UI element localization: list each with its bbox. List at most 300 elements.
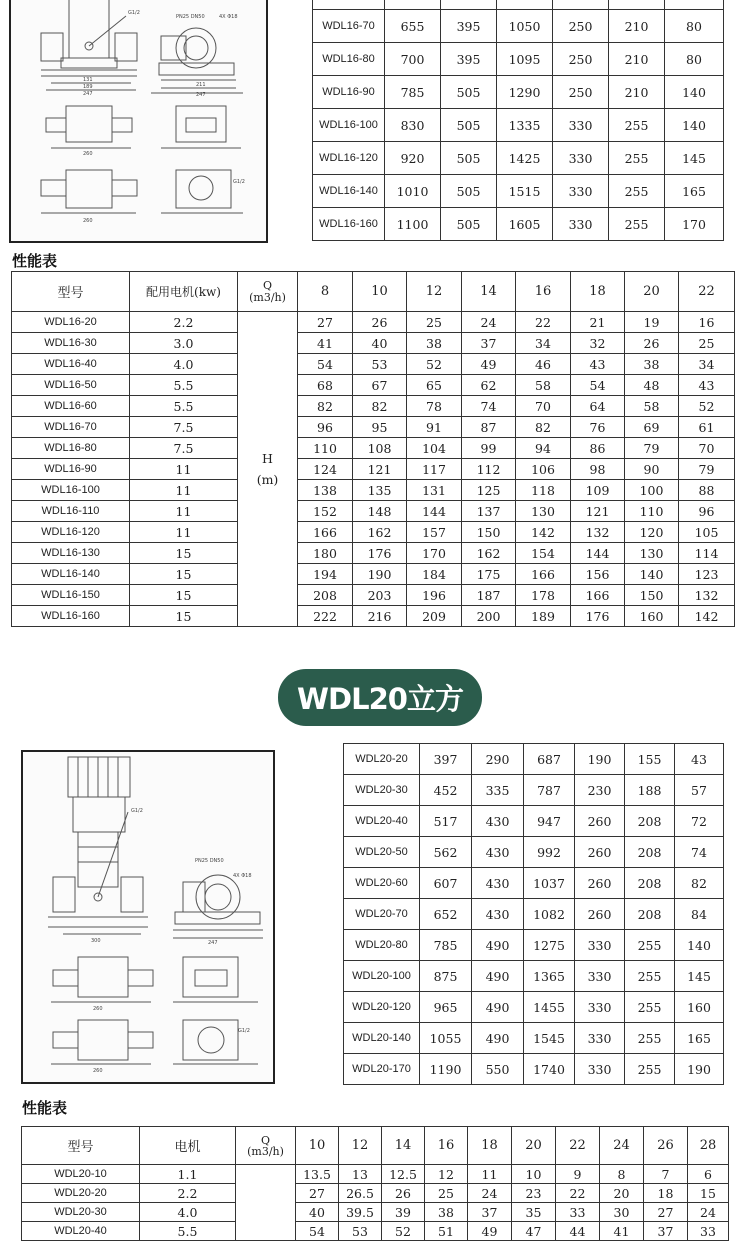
head-value-cell: 105: [679, 522, 735, 543]
value-cell: 140: [675, 930, 724, 961]
head-value-cell: 100: [625, 480, 679, 501]
value-cell: 80: [665, 43, 724, 76]
h-label: H: [262, 451, 273, 466]
pump-drawing-svg: [11, 0, 266, 241]
value-cell: 1095: [497, 43, 553, 76]
flange-label: G1/2: [131, 808, 143, 814]
model-cell: WDL20-70: [344, 899, 420, 930]
head-value-cell: 162: [353, 522, 407, 543]
side-label: G1/2: [238, 1028, 250, 1034]
head-value-cell: 69: [625, 417, 679, 438]
model-cell: WDL16-90: [313, 76, 385, 109]
table-row: [12, 375, 735, 396]
pump-drawing-svg: [23, 752, 273, 1082]
head-value-cell: 26: [382, 1184, 425, 1203]
hole-label: 4X Φ18: [219, 14, 238, 20]
table-row: [12, 564, 735, 585]
model-cell: WDL20-80: [344, 930, 420, 961]
flow-header: 20: [625, 272, 679, 312]
head-value-cell: 187: [462, 585, 516, 606]
col-header-q: [236, 1127, 296, 1165]
flow-header: 12: [407, 272, 462, 312]
value-cell: 84: [675, 899, 724, 930]
head-value-cell: 178: [516, 585, 571, 606]
head-value-cell: 118: [516, 480, 571, 501]
value-cell: 230: [575, 775, 625, 806]
model-cell: WDL20-30: [22, 1203, 140, 1222]
value-cell: 505: [441, 142, 497, 175]
head-value-cell: 58: [625, 396, 679, 417]
flow-header: 14: [462, 272, 516, 312]
value-cell: 250: [553, 10, 609, 43]
value-cell: 1082: [524, 899, 575, 930]
motor-cell: 2.2: [130, 312, 238, 333]
head-value-cell: 12.5: [382, 1165, 425, 1184]
model-cell: WDL20-40: [22, 1222, 140, 1241]
value-cell: 830: [385, 109, 441, 142]
head-value-cell: 44: [556, 1222, 600, 1241]
value-cell: 43: [675, 744, 724, 775]
head-value-cell: 61: [679, 417, 735, 438]
head-value-cell: 140: [625, 564, 679, 585]
motor-cell: 4.0: [130, 354, 238, 375]
motor-cell: 15: [130, 606, 238, 627]
head-value-cell: 109: [571, 480, 625, 501]
value-cell: 330: [575, 1054, 625, 1085]
pump-dimension-drawing-wdl20: [21, 750, 275, 1084]
head-value-cell: 48: [625, 375, 679, 396]
head-value-cell: 46: [516, 354, 571, 375]
head-value-cell: 22: [556, 1184, 600, 1203]
head-value-cell: 95: [353, 417, 407, 438]
table-row: [12, 501, 735, 522]
head-value-cell: 22: [516, 312, 571, 333]
table-row: [12, 585, 735, 606]
performance-table-label: 性能表: [22, 1100, 68, 1117]
motor-cell: 11: [130, 501, 238, 522]
value-cell: 1290: [497, 76, 553, 109]
value-cell: 290: [472, 744, 524, 775]
head-value-cell: 24: [462, 312, 516, 333]
value-cell: 190: [575, 744, 625, 775]
flow-header: 22: [679, 272, 735, 312]
table-row: [22, 1222, 729, 1241]
head-value-cell: 98: [571, 459, 625, 480]
value-cell: 330: [575, 992, 625, 1023]
head-value-cell: 121: [353, 459, 407, 480]
head-value-cell: 123: [679, 564, 735, 585]
head-value-cell: 142: [679, 606, 735, 627]
head-value-cell: 39: [382, 1203, 425, 1222]
head-value-cell: 166: [571, 585, 625, 606]
value-cell: 188: [625, 775, 675, 806]
head-value-cell: 91: [407, 417, 462, 438]
head-value-cell: 74: [462, 396, 516, 417]
col-header-motor: 配用电机(kw): [130, 272, 238, 312]
head-value-cell: 152: [298, 501, 353, 522]
value-cell: 140: [665, 76, 724, 109]
value-cell: 430: [472, 899, 524, 930]
head-value-cell: 54: [298, 354, 353, 375]
model-cell: WDL16-70: [12, 417, 130, 438]
head-label-cell: [236, 1165, 296, 1241]
value-cell: 255: [609, 208, 665, 241]
model-cell: WDL20-30: [344, 775, 420, 806]
value-cell: 330: [553, 142, 609, 175]
head-value-cell: 208: [298, 585, 353, 606]
head-value-cell: 79: [625, 438, 679, 459]
value-cell: 255: [609, 109, 665, 142]
value-cell: 505: [441, 175, 497, 208]
value-cell: 210: [609, 10, 665, 43]
q-unit: (m3/h): [249, 290, 286, 304]
table-row: [344, 868, 724, 899]
section-banner: WDL20立方: [278, 669, 482, 726]
value-cell: 165: [665, 175, 724, 208]
value-cell: 145: [675, 961, 724, 992]
head-value-cell: 58: [516, 375, 571, 396]
head-value-cell: 110: [625, 501, 679, 522]
head-value-cell: 82: [516, 417, 571, 438]
value-cell: 430: [472, 868, 524, 899]
table-row: [12, 543, 735, 564]
value-cell: 505: [441, 109, 497, 142]
model-cell: WDL16-40: [12, 354, 130, 375]
value-cell: 1365: [524, 961, 575, 992]
table-row: [313, 142, 724, 175]
head-value-cell: 144: [571, 543, 625, 564]
head-value-cell: 27: [298, 312, 353, 333]
dim-b: 189: [83, 84, 93, 90]
flow-header: 28: [688, 1127, 729, 1165]
motor-cell: 4.0: [140, 1203, 236, 1222]
table-row: [12, 396, 735, 417]
head-value-cell: 25: [407, 312, 462, 333]
value-cell: 82: [675, 868, 724, 899]
head-value-cell: 96: [679, 501, 735, 522]
head-value-cell: 49: [468, 1222, 512, 1241]
dim-d: 211: [196, 82, 206, 88]
value-cell: 74: [675, 837, 724, 868]
pump-dimension-drawing-wdl16: [9, 0, 268, 243]
table-row: [12, 438, 735, 459]
head-value-cell: 38: [425, 1203, 468, 1222]
dim-e: 260: [93, 1006, 103, 1012]
dim-c-top: 247: [196, 92, 206, 98]
flow-header: 12: [339, 1127, 382, 1165]
model-cell: WDL16-160: [12, 606, 130, 627]
head-value-cell: 157: [407, 522, 462, 543]
dim-c: 247: [83, 91, 93, 97]
head-value-cell: 222: [298, 606, 353, 627]
table-row: [344, 775, 724, 806]
head-value-cell: 41: [298, 333, 353, 354]
model-cell: WDL20-20: [22, 1184, 140, 1203]
table-row: [12, 312, 735, 333]
head-value-cell: 162: [462, 543, 516, 564]
model-cell: WDL16-160: [313, 208, 385, 241]
head-value-cell: 18: [644, 1184, 688, 1203]
table-row: [22, 1184, 729, 1203]
flow-header: 16: [516, 272, 571, 312]
q-label: Q: [262, 278, 273, 292]
model-cell: WDL16-150: [12, 585, 130, 606]
flow-header: 16: [425, 1127, 468, 1165]
value-cell: 1455: [524, 992, 575, 1023]
head-value-cell: 196: [407, 585, 462, 606]
head-value-cell: 20: [600, 1184, 644, 1203]
table-row: [12, 459, 735, 480]
value-cell: 395: [441, 10, 497, 43]
value-cell: 57: [675, 775, 724, 806]
flow-header: 10: [296, 1127, 339, 1165]
value-cell: 1545: [524, 1023, 575, 1054]
table-row: [344, 837, 724, 868]
table-row: [313, 76, 724, 109]
model-cell: WDL16-80: [12, 438, 130, 459]
model-cell: WDL16-90: [12, 459, 130, 480]
value-cell: 1515: [497, 175, 553, 208]
value-cell: 505: [441, 208, 497, 241]
head-value-cell: 12: [425, 1165, 468, 1184]
head-value-cell: 121: [571, 501, 625, 522]
head-value-cell: 35: [512, 1203, 556, 1222]
model-cell: WDL20-120: [344, 992, 420, 1023]
value-cell: 1190: [420, 1054, 472, 1085]
value-cell: 562: [420, 837, 472, 868]
head-value-cell: 99: [462, 438, 516, 459]
head-value-cell: 52: [382, 1222, 425, 1241]
head-value-cell: 88: [679, 480, 735, 501]
head-value-cell: 94: [516, 438, 571, 459]
head-value-cell: 209: [407, 606, 462, 627]
head-value-cell: 49: [462, 354, 516, 375]
value-cell: 250: [553, 76, 609, 109]
model-cell: WDL16-120: [313, 142, 385, 175]
outlet-label: PN25 DN50: [176, 14, 205, 20]
model-cell: WDL16-100: [313, 109, 385, 142]
model-cell: WDL16-120: [12, 522, 130, 543]
model-cell: WDL20-20: [344, 744, 420, 775]
value-cell: 787: [524, 775, 575, 806]
model-cell: WDL16-130: [12, 543, 130, 564]
head-value-cell: 10: [512, 1165, 556, 1184]
value-cell: 255: [625, 1023, 675, 1054]
head-value-cell: 53: [353, 354, 407, 375]
head-value-cell: 65: [407, 375, 462, 396]
head-value-cell: 67: [353, 375, 407, 396]
value-cell: 947: [524, 806, 575, 837]
head-value-cell: 70: [516, 396, 571, 417]
head-value-cell: 62: [462, 375, 516, 396]
table-row: [344, 1023, 724, 1054]
value-cell: 255: [625, 992, 675, 1023]
value-cell: 335: [472, 775, 524, 806]
head-value-cell: 51: [425, 1222, 468, 1241]
head-value-cell: 6: [688, 1165, 729, 1184]
model-cell: WDL20-60: [344, 868, 420, 899]
head-value-cell: 184: [407, 564, 462, 585]
head-value-cell: 154: [516, 543, 571, 564]
head-value-cell: 53: [339, 1222, 382, 1241]
head-value-cell: 124: [298, 459, 353, 480]
head-value-cell: 30: [600, 1203, 644, 1222]
head-value-cell: 131: [407, 480, 462, 501]
value-cell: 260: [575, 868, 625, 899]
col-header-model: 型号: [12, 272, 130, 312]
value-cell: 255: [609, 175, 665, 208]
value-cell: 208: [625, 837, 675, 868]
head-value-cell: 52: [407, 354, 462, 375]
head-value-cell: 15: [688, 1184, 729, 1203]
value-cell: 1055: [420, 1023, 472, 1054]
value-cell: 190: [675, 1054, 724, 1085]
outlet-label: PN25 DN50: [195, 858, 224, 864]
table-row: [313, 43, 724, 76]
head-value-cell: 34: [679, 354, 735, 375]
head-label-cell: [238, 312, 298, 627]
head-value-cell: 33: [556, 1203, 600, 1222]
value-cell: 920: [385, 142, 441, 175]
value-cell: 785: [420, 930, 472, 961]
col-header-q: [238, 272, 298, 312]
head-value-cell: 40: [353, 333, 407, 354]
head-value-cell: 37: [468, 1203, 512, 1222]
value-cell: 1010: [385, 175, 441, 208]
table-row: [12, 333, 735, 354]
head-value-cell: 24: [468, 1184, 512, 1203]
head-value-cell: 13.5: [296, 1165, 339, 1184]
value-cell: 1425: [497, 142, 553, 175]
model-cell: WDL20-10: [22, 1165, 140, 1184]
value-cell: 330: [553, 208, 609, 241]
head-value-cell: 13: [339, 1165, 382, 1184]
dimension-table-wdl16: [312, 0, 724, 241]
head-value-cell: 54: [296, 1222, 339, 1241]
motor-cell: 2.2: [140, 1184, 236, 1203]
head-value-cell: 27: [296, 1184, 339, 1203]
value-cell: 260: [575, 899, 625, 930]
model-cell: WDL16-30: [12, 333, 130, 354]
value-cell: 550: [472, 1054, 524, 1085]
value-cell: 208: [625, 806, 675, 837]
value-cell: 260: [575, 837, 625, 868]
head-value-cell: 190: [353, 564, 407, 585]
head-value-cell: 40: [296, 1203, 339, 1222]
head-value-cell: 132: [571, 522, 625, 543]
head-value-cell: 23: [512, 1184, 556, 1203]
head-value-cell: 27: [644, 1203, 688, 1222]
value-cell: 210: [609, 76, 665, 109]
head-value-cell: 180: [298, 543, 353, 564]
value-cell: 330: [575, 930, 625, 961]
motor-cell: 15: [130, 564, 238, 585]
head-value-cell: 43: [571, 354, 625, 375]
head-value-cell: 148: [353, 501, 407, 522]
head-value-cell: 176: [353, 543, 407, 564]
motor-cell: 5.5: [140, 1222, 236, 1241]
flow-header: 24: [600, 1127, 644, 1165]
head-value-cell: 86: [571, 438, 625, 459]
table-row: [313, 0, 724, 10]
table-row: [12, 606, 735, 627]
head-value-cell: 132: [679, 585, 735, 606]
value-cell: 155: [625, 744, 675, 775]
table-row: [12, 480, 735, 501]
head-value-cell: 137: [462, 501, 516, 522]
head-value-cell: 82: [298, 396, 353, 417]
value-cell: 1740: [524, 1054, 575, 1085]
value-cell: 255: [609, 142, 665, 175]
head-value-cell: 26: [625, 333, 679, 354]
head-value-cell: 156: [571, 564, 625, 585]
model-cell: WDL20-100: [344, 961, 420, 992]
value-cell: 607: [420, 868, 472, 899]
head-value-cell: 112: [462, 459, 516, 480]
value-cell: 517: [420, 806, 472, 837]
value-cell: 490: [472, 930, 524, 961]
table-row: [344, 992, 724, 1023]
table-row: [22, 1203, 729, 1222]
motor-cell: 5.5: [130, 396, 238, 417]
head-value-cell: 64: [571, 396, 625, 417]
head-value-cell: 70: [679, 438, 735, 459]
model-cell: WDL20-50: [344, 837, 420, 868]
value-cell: 490: [472, 1023, 524, 1054]
head-value-cell: 150: [462, 522, 516, 543]
table-row: [12, 417, 735, 438]
value-cell: 255: [625, 1054, 675, 1085]
flow-header: 14: [382, 1127, 425, 1165]
head-value-cell: 189: [516, 606, 571, 627]
dim-e-2: 260: [93, 1068, 103, 1074]
head-value-cell: 38: [625, 354, 679, 375]
head-value-cell: 90: [625, 459, 679, 480]
head-value-cell: 138: [298, 480, 353, 501]
head-value-cell: 43: [679, 375, 735, 396]
flange-label: G1/2: [128, 10, 140, 16]
head-value-cell: 130: [516, 501, 571, 522]
head-value-cell: 104: [407, 438, 462, 459]
value-cell: 785: [385, 76, 441, 109]
value-cell: 490: [472, 992, 524, 1023]
motor-cell: 11: [130, 522, 238, 543]
hole-label: 4X Φ18: [233, 873, 252, 879]
value-cell: 505: [441, 76, 497, 109]
motor-cell: 7.5: [130, 438, 238, 459]
head-value-cell: 68: [298, 375, 353, 396]
head-value-cell: 160: [625, 606, 679, 627]
head-value-cell: 16: [679, 312, 735, 333]
motor-cell: 11: [130, 459, 238, 480]
head-value-cell: 33: [688, 1222, 729, 1241]
table-row: [344, 806, 724, 837]
value-cell: 1100: [385, 208, 441, 241]
table-header-row: [12, 272, 735, 312]
performance-table-body: [22, 1165, 729, 1241]
table-row: [344, 930, 724, 961]
head-value-cell: 37: [644, 1222, 688, 1241]
model-cell: WDL16-100: [12, 480, 130, 501]
table-row: [22, 1165, 729, 1184]
motor-cell: 7.5: [130, 417, 238, 438]
value-cell: 255: [625, 961, 675, 992]
value-cell: 395: [441, 43, 497, 76]
value-cell: 655: [385, 10, 441, 43]
value-cell: 330: [575, 1023, 625, 1054]
value-cell: 687: [524, 744, 575, 775]
value-cell: 145: [665, 142, 724, 175]
